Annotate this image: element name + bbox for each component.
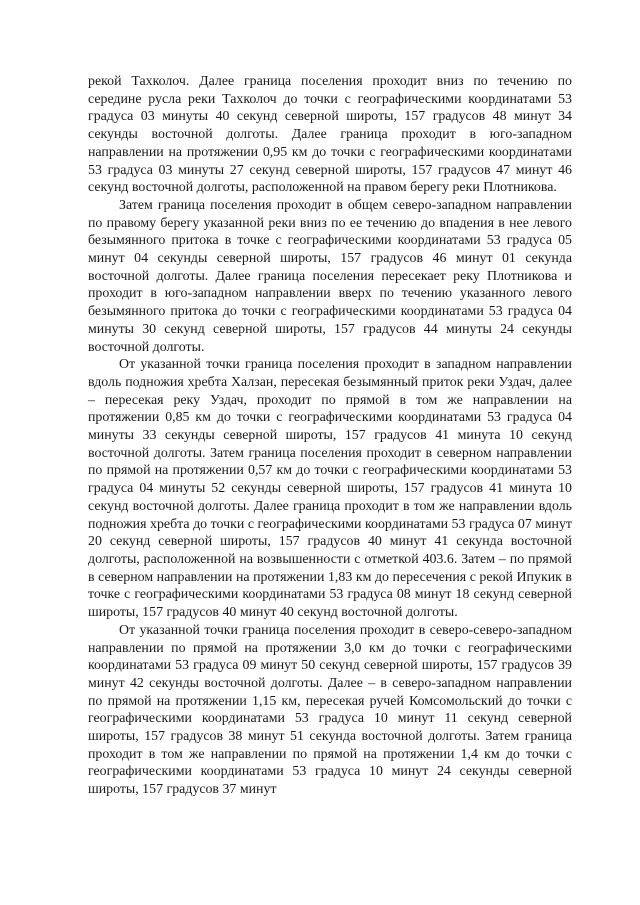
paragraph: Затем граница поселения проходит в общем северо-западном направлении по правому берегу указанной реки вниз по ее течению до впадения в нее левого безымянного притока в точке с географическими координатами 53 градуса 05 минут 04 секунды северной широты, 157 градусов 46 минут 01 секунда восточной долготы. Далее граница поселения пересекает реку Плотникова и проходит в юго-западном направлении вверх по течению указанного левого безымянного притока до точки с географическими координатами 53 градуса 04 минуты 30 секунд северной широты, 157 градусов 44 минуты 24 секунды восточной долготы.: [88, 197, 572, 355]
paragraph: От указанной точки граница поселения проходит в северо-северо-западном направлении по прямой на протяжении 3,0 км до точки с географическими координатами 53 градуса 09 минут 50 секунд северной широты, 157 градусов 39 минут 42 секунды восточной долготы. Далее – в северо-западном направлении по прямой на протяжении 1,15 км, пересекая ручей Комсомольский до точки с географическими координатами 53 градуса 10 минут 11 секунд северной широты, 157 градусов 38 минут 51 секунда восточной долготы. Затем граница проходит в том же направлении по прямой на протяжении 1,4 км до точки с географическими координатами 53 градуса 10 минут 24 секунды северной широты, 157 градусов 37 минут: [88, 622, 572, 798]
paragraph-continuation: рекой Тахколоч. Далее граница поселения проходит вниз по течению по середине русла реки Тахколоч до точки с географическими координатами 53 градуса 03 минуты 40 секунд северной широты, 157 градусов 48 минут 34 секунды восточной долготы. Далее граница проходит в юго-западном направлении на протяжении 0,95 км до точки с географическими координатами 53 градуса 03 минуты 27 секунд северной широты, 157 градусов 47 минут 46 секунд восточной долготы, расположенной на правом берегу реки Плотникова.: [88, 74, 572, 196]
document-body: [88, 73, 572, 799]
paragraph: От указанной точки граница поселения проходит в западном направлении вдоль подножия хребта Халзан, пересекая безымянный приток реки Уздач, далее – пересекая реку Уздач, проходит по прямой в том же направлении на протяжении 0,85 км до точки с географическими координатами 53 градуса 04 минуты 33 секунды северной широты, 157 градусов 41 минута 10 секунд восточной долготы. Затем граница поселения проходит в северном направлении по прямой на протяжении 0,57 км до точки с географическими координатами 53 градуса 04 минуты 52 секунды северной широты, 157 градусов 41 минута 10 секунд восточной долготы. Далее граница проходит в том же направлении вдоль подножия хребта до точки с географическими координатами 53 градуса 07 минут 20 секунд северной широты, 157 градусов 40 минут 41 секунда восточной долготы, расположенной на возвышенности с отметкой 403.6. Затем – по прямой в северном направлении на протяжении 1,83 км до пересечения с рекой Ипукик в точке с географическими координатами 53 градуса 08 минут 18 секунд северной широты, 157 градусов 40 минут 40 секунд восточной долготы.: [88, 357, 572, 621]
